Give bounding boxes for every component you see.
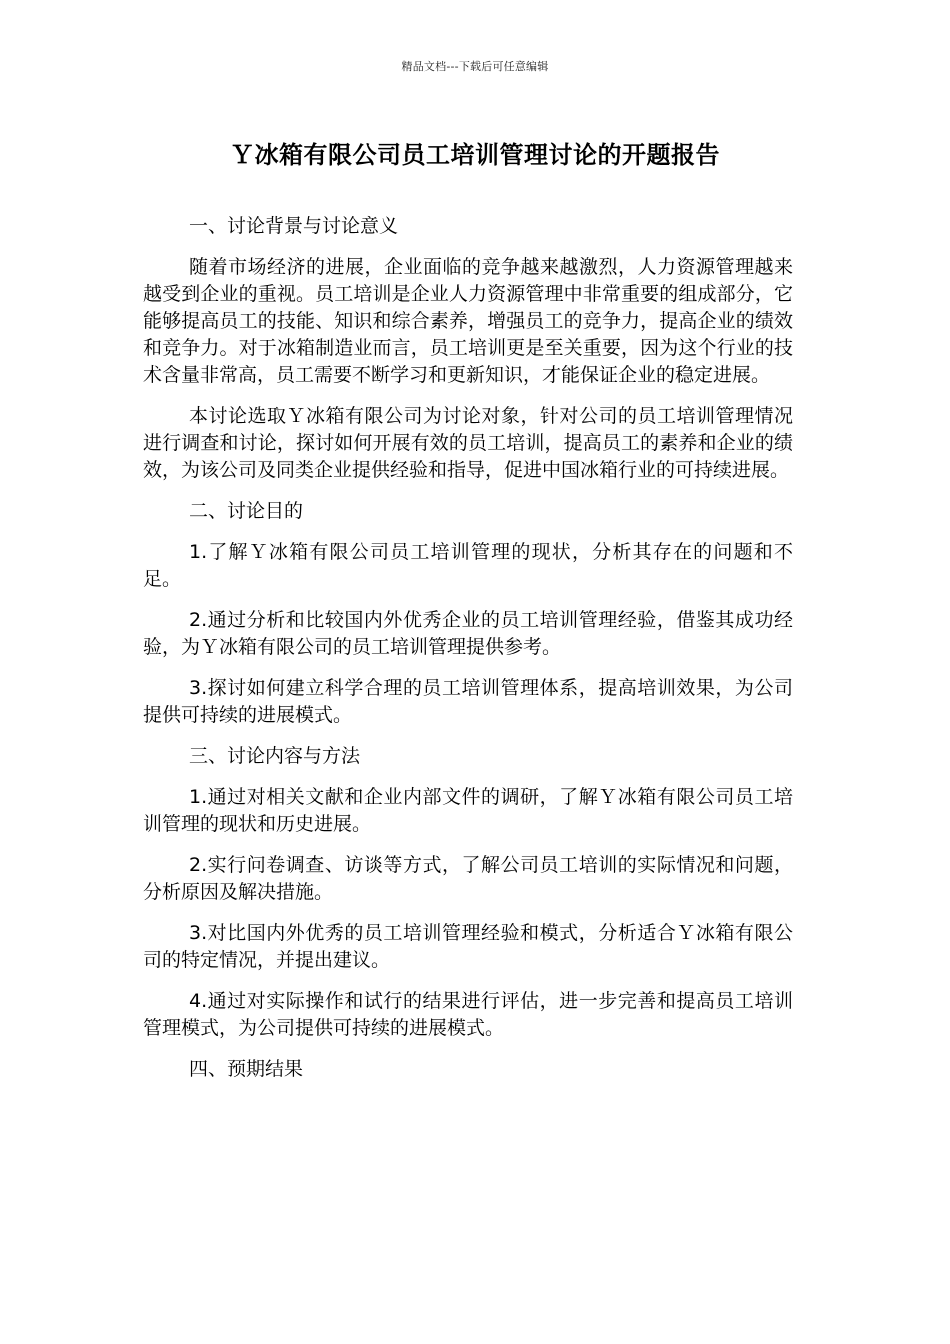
section-heading-content-method: 三、讨论内容与方法 xyxy=(189,745,361,767)
purpose-item-1: 1.了解Ｙ冰箱有限公司员工培训管理的现状，分析其存在的问题和不足。 xyxy=(143,541,793,590)
section-heading-background: 一、讨论背景与讨论意义 xyxy=(189,215,399,237)
paragraph-research-subject: 本讨论选取Ｙ冰箱有限公司为讨论对象，针对公司的员工培训管理情况进行调查和讨论，探讨如何开展有效的员工培训，提高员工的素养和企业的绩效，为该公司及同类企业提供经验和指导，促进中国冰箱行业的可持续进展。 xyxy=(143,405,793,481)
purpose-item-2: 2.通过分析和比较国内外优秀企业的员工培训管理经验，借鉴其成功经验，为Ｙ冰箱有限公司的员工培训管理提供参考。 xyxy=(143,609,793,658)
section-heading-purpose: 二、讨论目的 xyxy=(189,500,304,522)
paragraph-background: 随着市场经济的进展，企业面临的竞争越来越激烈，人力资源管理越来越受到企业的重视。员工培训是企业人力资源管理中非常重要的组成部分，它能够提高员工的技能、知识和综合素养，增强员工的竞争力，提高企业的绩效和竞争力。对于冰箱制造业而言，员工培训更是至关重要，因为这个行业的技术含量非常高，员工需要不断学习和更新知识，才能保证企业的稳定进展。 xyxy=(143,256,793,386)
method-item-4: 4.通过对实际操作和试行的结果进行评估，进一步完善和提高员工培训管理模式，为公司提供可持续的进展模式。 xyxy=(143,990,793,1039)
document-body xyxy=(143,213,793,1097)
document-title: Ｙ冰箱有限公司员工培训管理讨论的开题报告 xyxy=(230,141,720,169)
method-item-1: 1.通过对相关文献和企业内部文件的调研，了解Ｙ冰箱有限公司员工培训管理的现状和历史进展。 xyxy=(143,786,793,835)
method-item-2: 2.实行问卷调查、访谈等方式，了解公司员工培训的实际情况和问题，分析原因及解决措施。 xyxy=(143,854,793,903)
purpose-item-3: 3.探讨如何建立科学合理的员工培训管理体系，提高培训效果，为公司提供可持续的进展模式。 xyxy=(143,677,793,726)
method-item-3: 3.对比国内外优秀的员工培训管理经验和模式，分析适合Ｙ冰箱有限公司的特定情况，并提出建议。 xyxy=(143,922,793,971)
header-note: 精品文档---下载后可任意编辑 xyxy=(401,60,549,73)
section-heading-expected-results: 四、预期结果 xyxy=(189,1058,304,1080)
